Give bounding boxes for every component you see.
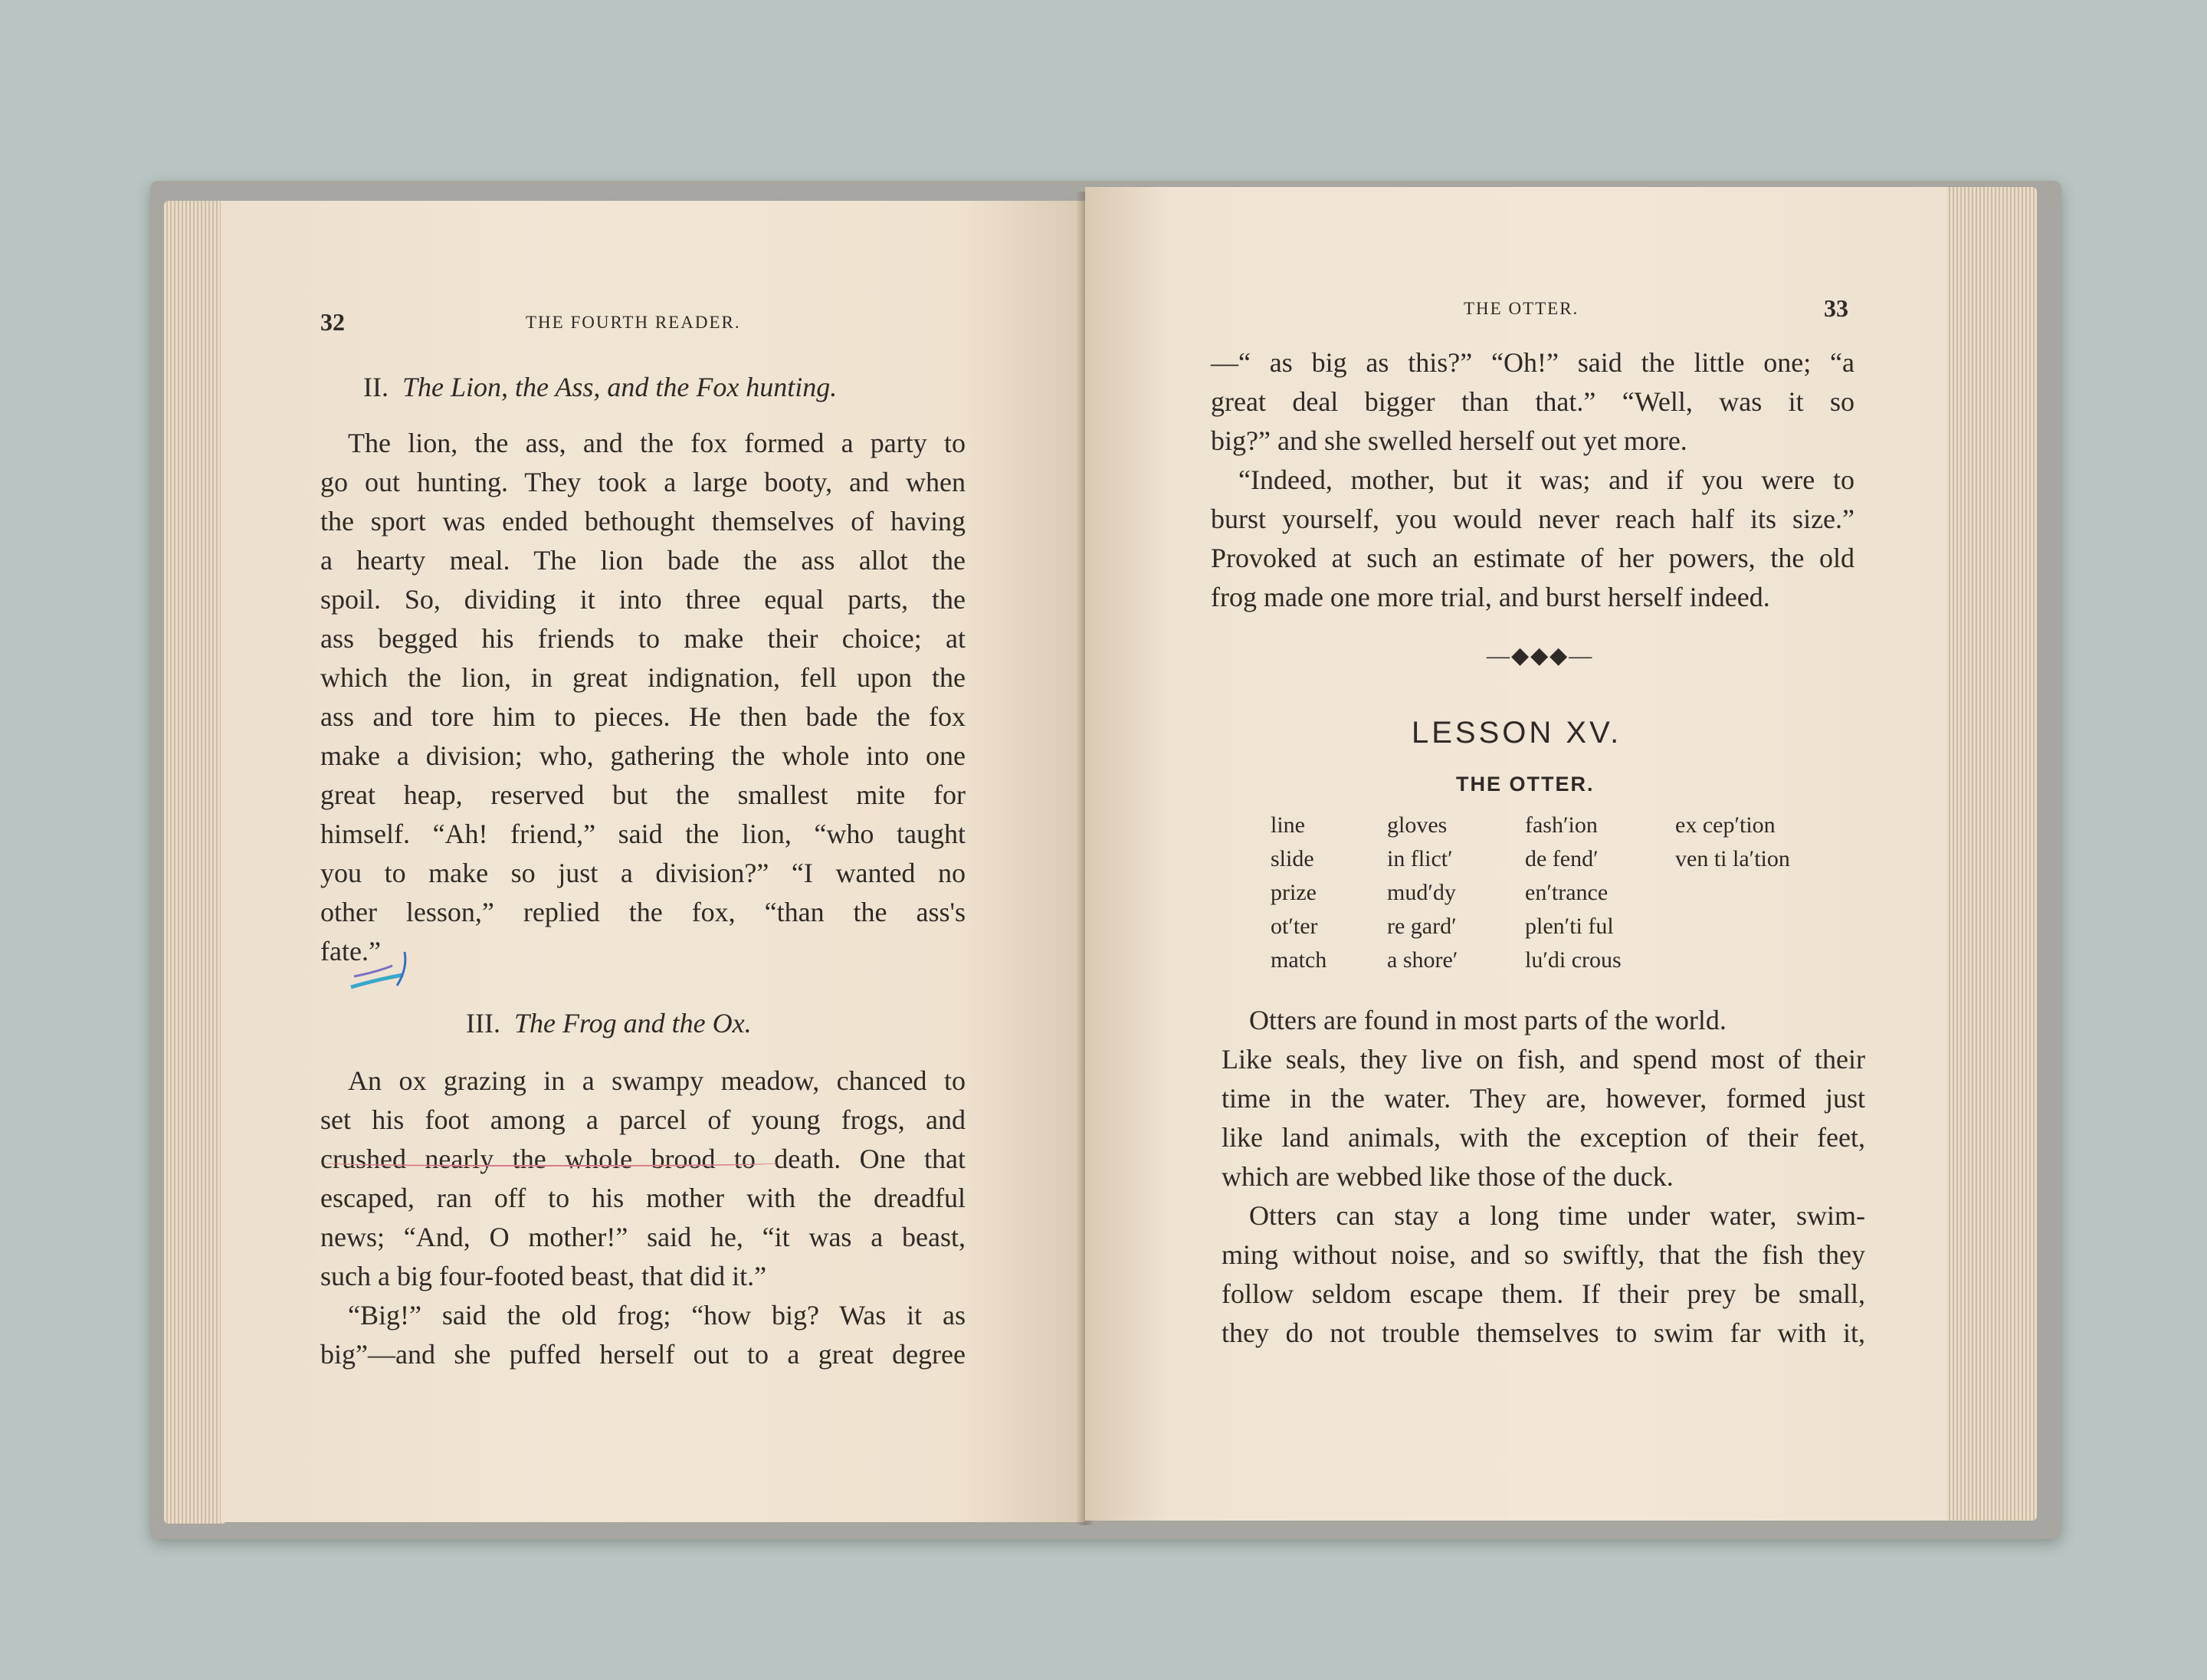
right-running-head: THE OTTER.: [1464, 299, 1579, 318]
text-line: news; “And, O mother!” said he, “it was a beast,: [320, 1222, 966, 1252]
text-line: big”—and she puffed herself out to a great degree: [320, 1339, 966, 1370]
section-2-text: [320, 424, 966, 971]
text-line: great deal bigger than that.” “Well, was it so: [1211, 386, 1854, 417]
text-line: burst yourself, you would never reach half its size.”: [1211, 504, 1854, 534]
vocab-word: ven ti la′tion: [1675, 846, 1790, 871]
text-line: you to make so just a division?” “I wanted no: [320, 858, 966, 888]
text-line: fate.”: [320, 936, 381, 966]
text-line: crushed nearly the whole brood to death. One that: [320, 1144, 966, 1174]
section-3-numeral: III.: [466, 1008, 500, 1039]
pen-mark: [346, 946, 415, 999]
section-2-numeral: II.: [363, 372, 389, 402]
pen-underline: [322, 1157, 782, 1166]
text-line: time in the water. They are, however, formed just: [1222, 1083, 1865, 1114]
text-line: ming without noise, and so swiftly, that the fish they: [1222, 1239, 1865, 1270]
vocab-word: ot′ter: [1271, 914, 1318, 939]
text-line: “Indeed, mother, but it was; and if you were to: [1238, 464, 1854, 495]
vocab-word: en′trance: [1525, 880, 1609, 905]
text-line: Provoked at such an estimate of her powers, the old: [1211, 543, 1854, 573]
section-3-heading: [466, 1007, 752, 1039]
section-2-heading: [363, 371, 837, 403]
section-2-title: The Lion, the Ass, and the Fox hunting.: [402, 372, 838, 402]
text-line: spoil. So, dividing it into three equal parts, the: [320, 584, 966, 615]
vocab-word: ex cep′tion: [1675, 812, 1776, 838]
text-line: like land animals, with the exception of their feet,: [1222, 1122, 1865, 1153]
vocab-word: prize: [1271, 880, 1317, 905]
left-running-head: THE FOURTH READER.: [526, 313, 741, 332]
text-line: himself. “Ah! friend,” said the lion, “who taught: [320, 819, 966, 849]
text-line: go out hunting. They took a large booty, and when: [320, 467, 966, 497]
lesson-heading: LESSON XV.: [1412, 716, 1622, 750]
vocab-word: mud′dy: [1387, 880, 1456, 905]
text-line: “Big!” said the old frog; “how big? Was it as: [348, 1300, 966, 1331]
text-line: make a division; who, gathering the whole into one: [320, 740, 966, 771]
text-line: big?” and she swelled herself out yet more.: [1211, 425, 1687, 456]
text-line: The lion, the ass, and the fox formed a party to: [348, 428, 966, 458]
vocab-word: slide: [1271, 846, 1314, 871]
right-page-edges: [1939, 187, 2037, 1521]
text-line: which are webbed like those of the duck.: [1222, 1161, 1674, 1192]
text-line: they do not trouble themselves to swim far with it,: [1222, 1317, 1865, 1348]
text-line: the sport was ended bethought themselves of having: [320, 506, 966, 536]
vocab-word: [1675, 947, 1828, 981]
vocab-word: re gard′: [1387, 914, 1457, 939]
text-line: —“ as big as this?” “Oh!” said the little one; “a: [1211, 347, 1854, 378]
vocab-word: plen′ti ful: [1525, 914, 1614, 939]
text-line: ass begged his friends to make their choice; at: [320, 623, 966, 654]
text-line: which the lion, in great indignation, fell upon the: [320, 662, 966, 693]
text-line: Otters are found in most parts of the world.: [1249, 1005, 1727, 1035]
text-line: follow seldom escape them. If their prey be small,: [1222, 1278, 1865, 1309]
vocabulary-list: [1271, 812, 1884, 996]
text-line: other lesson,” replied the fox, “than the ass's: [320, 897, 966, 927]
otter-lesson-text: [1222, 1001, 1865, 1353]
vocab-word: in flict′: [1387, 846, 1453, 871]
text-line: escaped, ran off to his mother with the dreadful: [320, 1183, 966, 1213]
left-page-edges: [164, 201, 225, 1524]
text-line: ass and tore him to pieces. He then bade the fox: [320, 701, 966, 732]
text-line: great heap, reserved but the smallest mite for: [320, 779, 966, 810]
section-3-text: [320, 1061, 966, 1374]
vocab-word: [1675, 914, 1828, 947]
frog-story-ending: [1211, 343, 1854, 617]
text-line: set his foot among a parcel of young frogs, and: [320, 1104, 966, 1135]
text-line: Like seals, they live on fish, and spend most of their: [1222, 1044, 1865, 1075]
text-line: such a big four-footed beast, that did it.”: [320, 1261, 767, 1291]
left-page-number: 32: [320, 308, 345, 336]
vocab-word: gloves: [1387, 812, 1448, 838]
vocab-word: line: [1271, 812, 1305, 838]
vocab-word: lu′di crous: [1525, 947, 1622, 973]
text-line: Otters can stay a long time under water, swim-: [1249, 1200, 1865, 1231]
section-3-title: The Frog and the Ox.: [513, 1008, 752, 1039]
vocab-word: match: [1271, 947, 1327, 973]
text-line: a hearty meal. The lion bade the ass allot the: [320, 545, 966, 576]
vocab-word: fash′ion: [1525, 812, 1598, 838]
lesson-title: THE OTTER.: [1456, 773, 1595, 796]
vocab-word: [1675, 880, 1828, 914]
text-line: An ox grazing in a swampy meadow, chanced to: [348, 1065, 966, 1096]
section-ornament: —◆◆◆—: [1487, 643, 1594, 668]
text-line: frog made one more trial, and burst herself indeed.: [1211, 582, 1770, 612]
right-page-number: 33: [1824, 294, 1848, 322]
vocab-word: de fend′: [1525, 846, 1599, 871]
vocab-word: a shore′: [1387, 947, 1458, 973]
